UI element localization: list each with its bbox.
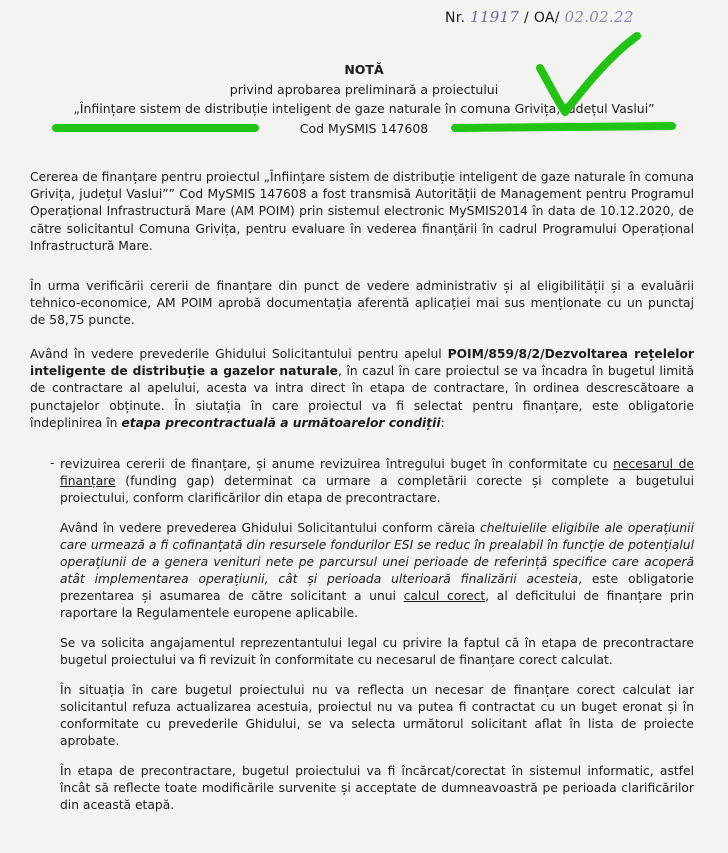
- document-reference: [445, 8, 634, 26]
- b2-italic: cheltuielile eligibile ale operațiunii care urmează a fi cofinanțată din resursele fondurilor ESI se reduc în prealabil în funcție de potențialul operațiunii de a genera venituri nete pe parcursul unei perioade de referință specifice care acoperă atât implementarea operațiunii, cât și perioada ulterioară finalizării acesteia: [60, 521, 694, 586]
- condition-eligible-costs: [60, 520, 694, 622]
- p3-text-e: :: [440, 415, 445, 430]
- project-name: „Înființare sistem de distribuție inteligent de gaze naturale în comuna Grivița, județul Vaslui”: [73, 101, 655, 116]
- b2-text-b: , este obligatorie prezentarea și asumarea de către solicitant a unui: [60, 572, 694, 603]
- b1-text-b: (funding gap) determinat ca urmare a completării corecte și complete a bugetului proiectului, conform clarificărilor din etapa de precontractare.: [60, 474, 694, 505]
- b2-text-c: , al deficitului de finanțare prin raportare la Regulamentele europene aplicabile.: [60, 589, 694, 620]
- bullet-marker: -: [50, 456, 55, 470]
- p3-text-c: , în cazul în care proiectul se va încadra în bugetul limită de contractare al apelului, acesta va intra direct în etapa de contractare, în ordinea descrescătoare a punctajelor obținute. În siutația în care proiectul va fi selectat pentru finanțare, este obligatorie îndeplinirea în: [30, 364, 694, 430]
- condition-budget-refusal: În situația în care bugetul proiectului nu va reflecta un necesar de finanțare corect calculat iar solicitantul refuza actualizarea acestuia, proiectul nu va putea fi contractat cu un buget eronat și în conformitate cu prevederile Ghidului, se va selecta următorul solicitant aflat în lista de proiecte aprobate.: [60, 683, 694, 748]
- mysmis-code: Cod MySMIS 147608: [299, 121, 429, 136]
- p3-text-a: Având în vedere prevederile Ghidului Solicitantului pentru apelul: [30, 347, 448, 361]
- handwritten-date: 02.02.22: [564, 8, 634, 26]
- b1-underlined: necesarul de finanțare: [60, 457, 694, 488]
- condition-legal-commitment: Se va solicita angajamentul reprezentantului legal cu privire la faptul că în etapa de precontractare bugetul proiectului va fi revizuit în conformitate cu necesarul de finanțare corect calculat.: [60, 636, 694, 667]
- oa-label: / OA/: [524, 10, 560, 26]
- paragraph-application: Cererea de finanțare pentru proiectul „Înființare sistem de distribuție inteligent de gaze naturale în comuna Grivița, județul Vaslui”” Cod MySMIS 147608 a fost transmisă Autorității de Management pentru Programul Operațional Infrastructură Mare (AM POIM) prin sistemul electronic MySMIS2014 în data de 10.12.2020, de către solicitantul Comuna Grivița, pentru evaluare în vederea finanțării în cadrul Programului Operațional Infrastructură Mare.: [30, 170, 694, 253]
- handwritten-number: 11917: [470, 8, 520, 26]
- paragraph-evaluation: În urma verificării cererii de finanțare din punct de vedere administrativ și al eligibilității și a evaluării tehnico-economice, AM POIM aprobă documentația aferentă aplicației mai sus menționate cu un punctaj de 58,75 puncte.: [30, 279, 694, 328]
- conditions-list: [50, 456, 694, 827]
- condition-budget-revision: [60, 456, 694, 507]
- p3-call-code: POIM/859/8/2/Dezvoltarea rețelelor inteligente de distribuție a gazelor naturale: [30, 347, 694, 379]
- nr-label: Nr.: [445, 10, 466, 26]
- document-title: NOTĂ: [344, 62, 384, 77]
- b1-text-a: revizuirea cererii de finanțare, și anume revizuirea întregului buget în conformitate cu: [60, 457, 614, 471]
- b2-text-a: Având în vedere prevederea Ghidului Solicitantului conform căreia: [60, 521, 480, 535]
- subtitle-line-1: privind aprobarea preliminară a proiectului: [229, 82, 499, 97]
- condition-system-update: În etapa de precontractare, bugetul proiectului va fi încărcat/corectat în sistemul informatic, astfel încât să reflecte toate modificările survenite și acceptate de dumneavoastră pe perioada clarificărilor din această etapă.: [60, 764, 694, 812]
- paragraph-conditions: [30, 346, 694, 432]
- b2-underlined: calcul corect: [403, 589, 486, 603]
- p3-precontract-stage: etapa precontractuală a următoarelor condiții: [121, 415, 441, 430]
